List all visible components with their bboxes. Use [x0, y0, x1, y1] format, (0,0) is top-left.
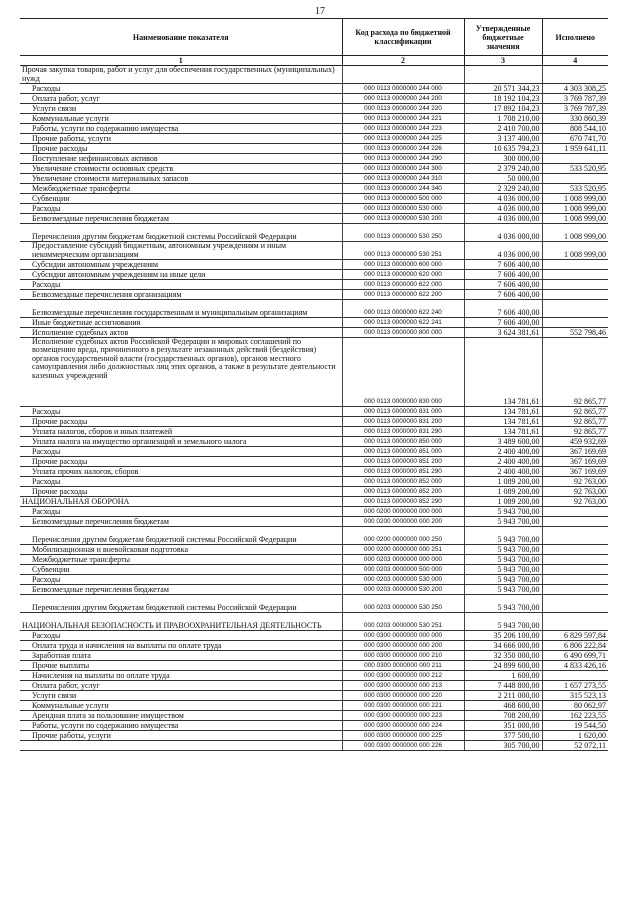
- table-row: [20, 144, 608, 154]
- row-name: Оплата работ, услуг: [20, 94, 342, 104]
- row-approved: 4 036 000,00: [464, 214, 542, 224]
- row-approved: 7 606 400,00: [464, 300, 542, 318]
- row-code: 000 0203 0000000 530 200: [342, 585, 464, 595]
- row-approved: 5 943 700,00: [464, 507, 542, 517]
- row-code: 000 0113 0000000 244 290: [342, 154, 464, 164]
- row-code: 000 0113 0000000 831 200: [342, 417, 464, 427]
- row-name: Субсидии автономным учреждениям на иные цели: [20, 270, 342, 280]
- row-executed: [542, 545, 608, 555]
- table-row: [20, 447, 608, 457]
- row-executed: 162 223,55: [542, 711, 608, 721]
- row-approved: 10 635 794,23: [464, 144, 542, 154]
- table-row: [20, 114, 608, 124]
- row-approved: 300 000,00: [464, 154, 542, 164]
- row-name: Перечисления другим бюджетам бюджетной системы Российской Федерации: [20, 595, 342, 613]
- table-row: [20, 671, 608, 681]
- row-executed: [542, 613, 608, 631]
- table-row: [20, 427, 608, 437]
- row-approved: 1 600,00: [464, 671, 542, 681]
- row-name: Расходы: [20, 407, 342, 417]
- row-executed: [542, 507, 608, 517]
- table-row: [20, 318, 608, 328]
- row-name: Субвенции: [20, 194, 342, 204]
- row-executed: 1 008 999,00: [542, 242, 608, 260]
- row-approved: 1 089 200,00: [464, 487, 542, 497]
- row-name: Оплата труда и начисления на выплаты по оплате труда: [20, 641, 342, 651]
- table-row: [20, 731, 608, 741]
- row-code: 000 0113 0000000 530 000: [342, 204, 464, 214]
- table-row: [20, 214, 608, 224]
- row-executed: 6 806 222,84: [542, 641, 608, 651]
- row-code: 000 0113 0000000 851 200: [342, 457, 464, 467]
- row-approved: 5 943 700,00: [464, 517, 542, 527]
- row-code: 000 0300 0000000 000 200: [342, 641, 464, 651]
- table-row: [20, 66, 608, 84]
- row-code: 000 0113 0000000 244 340: [342, 184, 464, 194]
- row-approved: 2 329 240,00: [464, 184, 542, 194]
- table-row: [20, 194, 608, 204]
- row-executed: 3 769 787,39: [542, 104, 608, 114]
- row-name: НАЦИОНАЛЬНАЯ БЕЗОПАСНОСТЬ И ПРАВООХРАНИТЕЛЬНАЯ ДЕЯТЕЛЬНОСТЬ: [20, 613, 342, 631]
- row-executed: 80 062,97: [542, 701, 608, 711]
- table-row: [20, 328, 608, 338]
- table-row: [20, 711, 608, 721]
- row-approved: 377 500,00: [464, 731, 542, 741]
- row-code: 000 0200 0000000 000 000: [342, 507, 464, 517]
- row-approved: 134 781,61: [464, 338, 542, 407]
- table-body: [20, 66, 608, 751]
- row-code: 000 0300 0000000 000 220: [342, 691, 464, 701]
- table-row: [20, 164, 608, 174]
- row-approved: 5 943 700,00: [464, 595, 542, 613]
- row-executed: [542, 66, 608, 84]
- table-row: [20, 280, 608, 290]
- row-code: 000 0113 0000000 852 000: [342, 477, 464, 487]
- row-approved: 2 410 700,00: [464, 124, 542, 134]
- row-name: Работы, услуги по содержанию имущества: [20, 124, 342, 134]
- row-code: 000 0113 0000000 831 000: [342, 407, 464, 417]
- row-name: Услуги связи: [20, 104, 342, 114]
- row-name: Работы, услуги по содержанию имущества: [20, 721, 342, 731]
- row-name: Увеличение стоимости основных средств: [20, 164, 342, 174]
- row-name: Прочие расходы: [20, 457, 342, 467]
- row-approved: 7 448 800,00: [464, 681, 542, 691]
- row-approved: 50 000,00: [464, 174, 542, 184]
- table-row: [20, 224, 608, 242]
- row-approved: 32 350 000,00: [464, 651, 542, 661]
- table-row: [20, 437, 608, 447]
- row-name: Безвозмездные перечисления государственным и муниципальным организациям: [20, 300, 342, 318]
- table-row: [20, 457, 608, 467]
- row-name: Расходы: [20, 447, 342, 457]
- table-row: [20, 260, 608, 270]
- row-executed: [542, 260, 608, 270]
- row-code: 000 0300 0000000 000 225: [342, 731, 464, 741]
- row-name: НАЦИОНАЛЬНАЯ ОБОРОНА: [20, 497, 342, 507]
- row-approved: 18 192 104,23: [464, 94, 542, 104]
- table-row: [20, 527, 608, 545]
- row-executed: 92 763,00: [542, 477, 608, 487]
- row-approved: 708 200,00: [464, 711, 542, 721]
- row-approved: 7 606 400,00: [464, 280, 542, 290]
- table-row: [20, 691, 608, 701]
- row-executed: 92 763,00: [542, 497, 608, 507]
- row-name: Расходы: [20, 575, 342, 585]
- row-code: 000 0300 0000000 000 211: [342, 661, 464, 671]
- row-code: [342, 66, 464, 84]
- row-executed: 92 865,77: [542, 338, 608, 407]
- row-approved: 4 036 000,00: [464, 204, 542, 214]
- table-row: [20, 741, 608, 751]
- row-executed: [542, 595, 608, 613]
- row-name: Безвозмездные перечисления организациям: [20, 290, 342, 300]
- row-approved: 7 606 400,00: [464, 290, 542, 300]
- row-executed: 670 741,70: [542, 134, 608, 144]
- row-executed: [542, 517, 608, 527]
- row-code: 000 0203 0000000 000 000: [342, 555, 464, 565]
- table-row: [20, 104, 608, 114]
- header-code: Код расхода по бюджетной классификации: [342, 19, 464, 56]
- row-approved: 3 137 400,00: [464, 134, 542, 144]
- table-row: [20, 507, 608, 517]
- row-code: 000 0113 0000000 530 251: [342, 242, 464, 260]
- row-executed: [542, 290, 608, 300]
- row-executed: 3 769 787,39: [542, 94, 608, 104]
- row-executed: 1 959 641,11: [542, 144, 608, 154]
- row-executed: 330 860,39: [542, 114, 608, 124]
- row-name: Начисления на выплаты по оплате труда: [20, 671, 342, 681]
- row-approved: 20 571 344,23: [464, 84, 542, 94]
- row-name: Уплата прочих налогов, сборов: [20, 467, 342, 477]
- row-executed: 315 523,13: [542, 691, 608, 701]
- row-approved: 3 624 381,61: [464, 328, 542, 338]
- row-executed: 1 008 999,00: [542, 194, 608, 204]
- header-colnum-1: 1: [20, 56, 342, 66]
- row-executed: 6 490 699,71: [542, 651, 608, 661]
- row-code: 000 0113 0000000 244 310: [342, 174, 464, 184]
- row-approved: 351 000,00: [464, 721, 542, 731]
- row-name: Межбюджетные трансферты: [20, 184, 342, 194]
- table-row: [20, 613, 608, 631]
- row-approved: 5 943 700,00: [464, 565, 542, 575]
- row-executed: 92 865,77: [542, 407, 608, 417]
- row-name: Коммунальные услуги: [20, 114, 342, 124]
- row-approved: 1 708 210,00: [464, 114, 542, 124]
- table-row: [20, 721, 608, 731]
- row-executed: 459 932,69: [542, 437, 608, 447]
- table-row: [20, 417, 608, 427]
- row-code: 000 0113 0000000 620 000: [342, 270, 464, 280]
- row-approved: 305 700,00: [464, 741, 542, 751]
- header-approved: Утвержденные бюджетные значения: [464, 19, 542, 56]
- row-executed: 92 865,77: [542, 417, 608, 427]
- row-name: Оплата работ, услуг: [20, 681, 342, 691]
- table-row: [20, 84, 608, 94]
- row-executed: 1 008 999,00: [542, 204, 608, 214]
- row-executed: 92 763,00: [542, 487, 608, 497]
- row-executed: 92 865,77: [542, 427, 608, 437]
- row-name: Исполнение судебных актов: [20, 328, 342, 338]
- row-approved: 7 606 400,00: [464, 318, 542, 328]
- row-code: 000 0113 0000000 851 000: [342, 447, 464, 457]
- row-approved: 7 606 400,00: [464, 260, 542, 270]
- row-executed: 367 169,69: [542, 447, 608, 457]
- row-code: 000 0113 0000000 244 223: [342, 124, 464, 134]
- table-row: [20, 681, 608, 691]
- table-row: [20, 555, 608, 565]
- row-executed: [542, 270, 608, 280]
- row-approved: 3 489 600,00: [464, 437, 542, 447]
- row-code: 000 0203 0000000 530 250: [342, 595, 464, 613]
- row-executed: 808 544,10: [542, 124, 608, 134]
- row-code: 000 0113 0000000 244 221: [342, 114, 464, 124]
- row-approved: 134 781,61: [464, 407, 542, 417]
- row-approved: 134 781,61: [464, 417, 542, 427]
- row-name: Безвозмездные перечисления бюджетам: [20, 214, 342, 224]
- row-code: 000 0200 0000000 000 200: [342, 517, 464, 527]
- row-code: 000 0300 0000000 000 000: [342, 631, 464, 641]
- row-code: 000 0113 0000000 244 200: [342, 94, 464, 104]
- page-number: 17: [315, 6, 325, 17]
- table-row: [20, 204, 608, 214]
- row-code: 000 0113 0000000 622 240: [342, 300, 464, 318]
- row-executed: 367 169,69: [542, 467, 608, 477]
- row-name: Иные бюджетные ассигнования: [20, 318, 342, 328]
- row-approved: 5 943 700,00: [464, 575, 542, 585]
- row-approved: 4 036 000,00: [464, 224, 542, 242]
- row-name: Прочие расходы: [20, 144, 342, 154]
- row-name: Перечисления другим бюджетам бюджетной системы Российской Федерации: [20, 527, 342, 545]
- row-executed: [542, 280, 608, 290]
- row-approved: 1 089 200,00: [464, 477, 542, 487]
- row-approved: 4 036 000,00: [464, 194, 542, 204]
- table-row: [20, 631, 608, 641]
- row-name: Расходы: [20, 477, 342, 487]
- row-name: Предоставление субсидий бюджетным, автономным учреждениям и иным некоммерческим организациям: [20, 242, 342, 260]
- row-approved: 2 400 400,00: [464, 457, 542, 467]
- row-code: 000 0300 0000000 000 223: [342, 711, 464, 721]
- row-executed: [542, 575, 608, 585]
- row-executed: 6 829 597,84: [542, 631, 608, 641]
- row-code: 000 0203 0000000 500 000: [342, 565, 464, 575]
- row-approved: [464, 66, 542, 84]
- row-code: 000 0113 0000000 600 000: [342, 260, 464, 270]
- row-name: Расходы: [20, 204, 342, 214]
- budget-table: [20, 18, 608, 751]
- row-executed: [542, 318, 608, 328]
- row-approved: 5 943 700,00: [464, 613, 542, 631]
- table-row: [20, 338, 608, 407]
- table-row: [20, 407, 608, 417]
- row-code: 000 0200 0000000 000 251: [342, 545, 464, 555]
- row-executed: 4 833 426,16: [542, 661, 608, 671]
- table-row: [20, 174, 608, 184]
- row-name: Безвозмездные перечисления бюджетам: [20, 585, 342, 595]
- row-code: 000 0113 0000000 850 000: [342, 437, 464, 447]
- row-name: Уплата налогов, сборов и иных платежей: [20, 427, 342, 437]
- table-row: [20, 270, 608, 280]
- row-code: 000 0300 0000000 000 226: [342, 741, 464, 751]
- row-approved: 7 606 400,00: [464, 270, 542, 280]
- row-name: Коммунальные услуги: [20, 701, 342, 711]
- row-approved: 1 089 200,00: [464, 497, 542, 507]
- row-name: Межбюджетные трансферты: [20, 555, 342, 565]
- row-executed: [542, 174, 608, 184]
- row-executed: [542, 527, 608, 545]
- row-code: 000 0113 0000000 852 200: [342, 487, 464, 497]
- row-executed: 1 657 273,55: [542, 681, 608, 691]
- row-code: 000 0203 0000000 530 000: [342, 575, 464, 585]
- row-executed: [542, 565, 608, 575]
- row-name: Расходы: [20, 84, 342, 94]
- row-executed: 533 520,95: [542, 164, 608, 174]
- row-code: 000 0113 0000000 530 200: [342, 214, 464, 224]
- row-code: 000 0113 0000000 244 220: [342, 104, 464, 114]
- header-colnum-2: 2: [342, 56, 464, 66]
- row-name: Расходы: [20, 280, 342, 290]
- table-row: [20, 651, 608, 661]
- row-executed: [542, 154, 608, 164]
- row-code: 000 0113 0000000 831 290: [342, 427, 464, 437]
- row-executed: [542, 671, 608, 681]
- table-row: [20, 467, 608, 477]
- row-name: Исполнение судебных актов Российской Федерации и мировых соглашений по возмещению вреда, причиненного в результате незаконных действий (бездействия) органов государственной власти (государственных органов), органов местного самоуправления либо должностных лиц этих органов, а также в результате деятельности казенных учреждений: [20, 338, 342, 407]
- row-approved: 5 943 700,00: [464, 585, 542, 595]
- table-row: [20, 545, 608, 555]
- row-code: 000 0113 0000000 851 290: [342, 467, 464, 477]
- table-row: [20, 517, 608, 527]
- row-executed: 533 520,95: [542, 184, 608, 194]
- row-code: 000 0113 0000000 500 000: [342, 194, 464, 204]
- table-row: [20, 94, 608, 104]
- row-name: Уплата налога на имущество организаций и земельного налога: [20, 437, 342, 447]
- table-row: [20, 661, 608, 671]
- row-code: 000 0113 0000000 622 200: [342, 290, 464, 300]
- table-row: [20, 154, 608, 164]
- row-code: 000 0300 0000000 000 224: [342, 721, 464, 731]
- row-code: 000 0300 0000000 000 212: [342, 671, 464, 681]
- row-code: 000 0113 0000000 244 226: [342, 144, 464, 154]
- table-row: [20, 595, 608, 613]
- row-code: 000 0203 0000000 530 251: [342, 613, 464, 631]
- row-name: Субсидии автономным учреждениям: [20, 260, 342, 270]
- row-approved: 2 379 240,00: [464, 164, 542, 174]
- row-executed: 52 072,11: [542, 741, 608, 751]
- row-name: Поступление нефинансовых активов: [20, 154, 342, 164]
- row-code: 000 0113 0000000 800 000: [342, 328, 464, 338]
- table-row: [20, 134, 608, 144]
- row-executed: 1 008 999,00: [542, 224, 608, 242]
- table-row: [20, 701, 608, 711]
- row-name: Расходы: [20, 507, 342, 517]
- table-row: [20, 565, 608, 575]
- row-name: Прочие работы, услуги: [20, 731, 342, 741]
- table-row: [20, 124, 608, 134]
- row-approved: 5 943 700,00: [464, 555, 542, 565]
- row-executed: [542, 585, 608, 595]
- row-code: 000 0113 0000000 622 241: [342, 318, 464, 328]
- row-code: 000 0200 0000000 000 250: [342, 527, 464, 545]
- row-approved: 34 666 000,00: [464, 641, 542, 651]
- header-executed: Исполнено: [542, 19, 608, 56]
- row-code: 000 0113 0000000 530 250: [342, 224, 464, 242]
- header-colnum-3: 3: [464, 56, 542, 66]
- row-executed: [542, 555, 608, 565]
- row-executed: 367 169,69: [542, 457, 608, 467]
- row-name: Субвенции: [20, 565, 342, 575]
- row-approved: 5 943 700,00: [464, 545, 542, 555]
- row-name: Прочая закупка товаров, работ и услуг для обеспечения государственных (муниципальных) нужд: [20, 66, 342, 84]
- row-code: 000 0113 0000000 244 000: [342, 84, 464, 94]
- row-code: 000 0113 0000000 244 300: [342, 164, 464, 174]
- row-name: Прочие работы, услуги: [20, 134, 342, 144]
- table-row: [20, 184, 608, 194]
- table-row: [20, 290, 608, 300]
- table-row: [20, 585, 608, 595]
- row-executed: 1 008 999,00: [542, 214, 608, 224]
- row-code: 000 0300 0000000 000 210: [342, 651, 464, 661]
- row-executed: 19 544,50: [542, 721, 608, 731]
- row-code: 000 0113 0000000 852 290: [342, 497, 464, 507]
- row-name: Прочие выплаты: [20, 661, 342, 671]
- row-approved: 134 781,61: [464, 427, 542, 437]
- row-name: Прочие расходы: [20, 417, 342, 427]
- row-approved: 5 943 700,00: [464, 527, 542, 545]
- table-row: [20, 300, 608, 318]
- row-name: Услуги связи: [20, 691, 342, 701]
- row-name: Прочие расходы: [20, 487, 342, 497]
- row-code: 000 0113 0000000 244 225: [342, 134, 464, 144]
- row-approved: 4 036 000,00: [464, 242, 542, 260]
- row-executed: 552 798,46: [542, 328, 608, 338]
- table-row: [20, 487, 608, 497]
- row-code: 000 0300 0000000 000 213: [342, 681, 464, 691]
- row-name: Заработная плата: [20, 651, 342, 661]
- row-executed: 4 303 308,25: [542, 84, 608, 94]
- row-approved: 2 400 400,00: [464, 467, 542, 477]
- row-code: 000 0300 0000000 000 221: [342, 701, 464, 711]
- header-name: Наименование показателя: [20, 19, 342, 56]
- row-approved: 468 600,00: [464, 701, 542, 711]
- row-name: Расходы: [20, 631, 342, 641]
- row-name: [20, 741, 342, 751]
- row-name: Безвозмездные перечисления бюджетам: [20, 517, 342, 527]
- table-row: [20, 497, 608, 507]
- row-executed: [542, 300, 608, 318]
- row-approved: 17 892 104,23: [464, 104, 542, 114]
- header-colnum-4: 4: [542, 56, 608, 66]
- row-approved: 35 206 100,00: [464, 631, 542, 641]
- row-executed: 1 620,00: [542, 731, 608, 741]
- row-name: Мобилизационная и вневойсковая подготовка: [20, 545, 342, 555]
- table-row: [20, 477, 608, 487]
- row-name: Увеличение стоимости материальных запасов: [20, 174, 342, 184]
- row-name: Арендная плата за пользование имуществом: [20, 711, 342, 721]
- row-code: 000 0113 0000000 830 000: [342, 338, 464, 407]
- row-approved: 24 899 600,00: [464, 661, 542, 671]
- table-row: [20, 641, 608, 651]
- row-approved: 2 211 000,00: [464, 691, 542, 701]
- row-approved: 2 400 400,00: [464, 447, 542, 457]
- row-name: Перечисления другим бюджетам бюджетной системы Российской Федерации: [20, 224, 342, 242]
- row-code: 000 0113 0000000 622 000: [342, 280, 464, 290]
- table-row: [20, 575, 608, 585]
- table-row: [20, 242, 608, 260]
